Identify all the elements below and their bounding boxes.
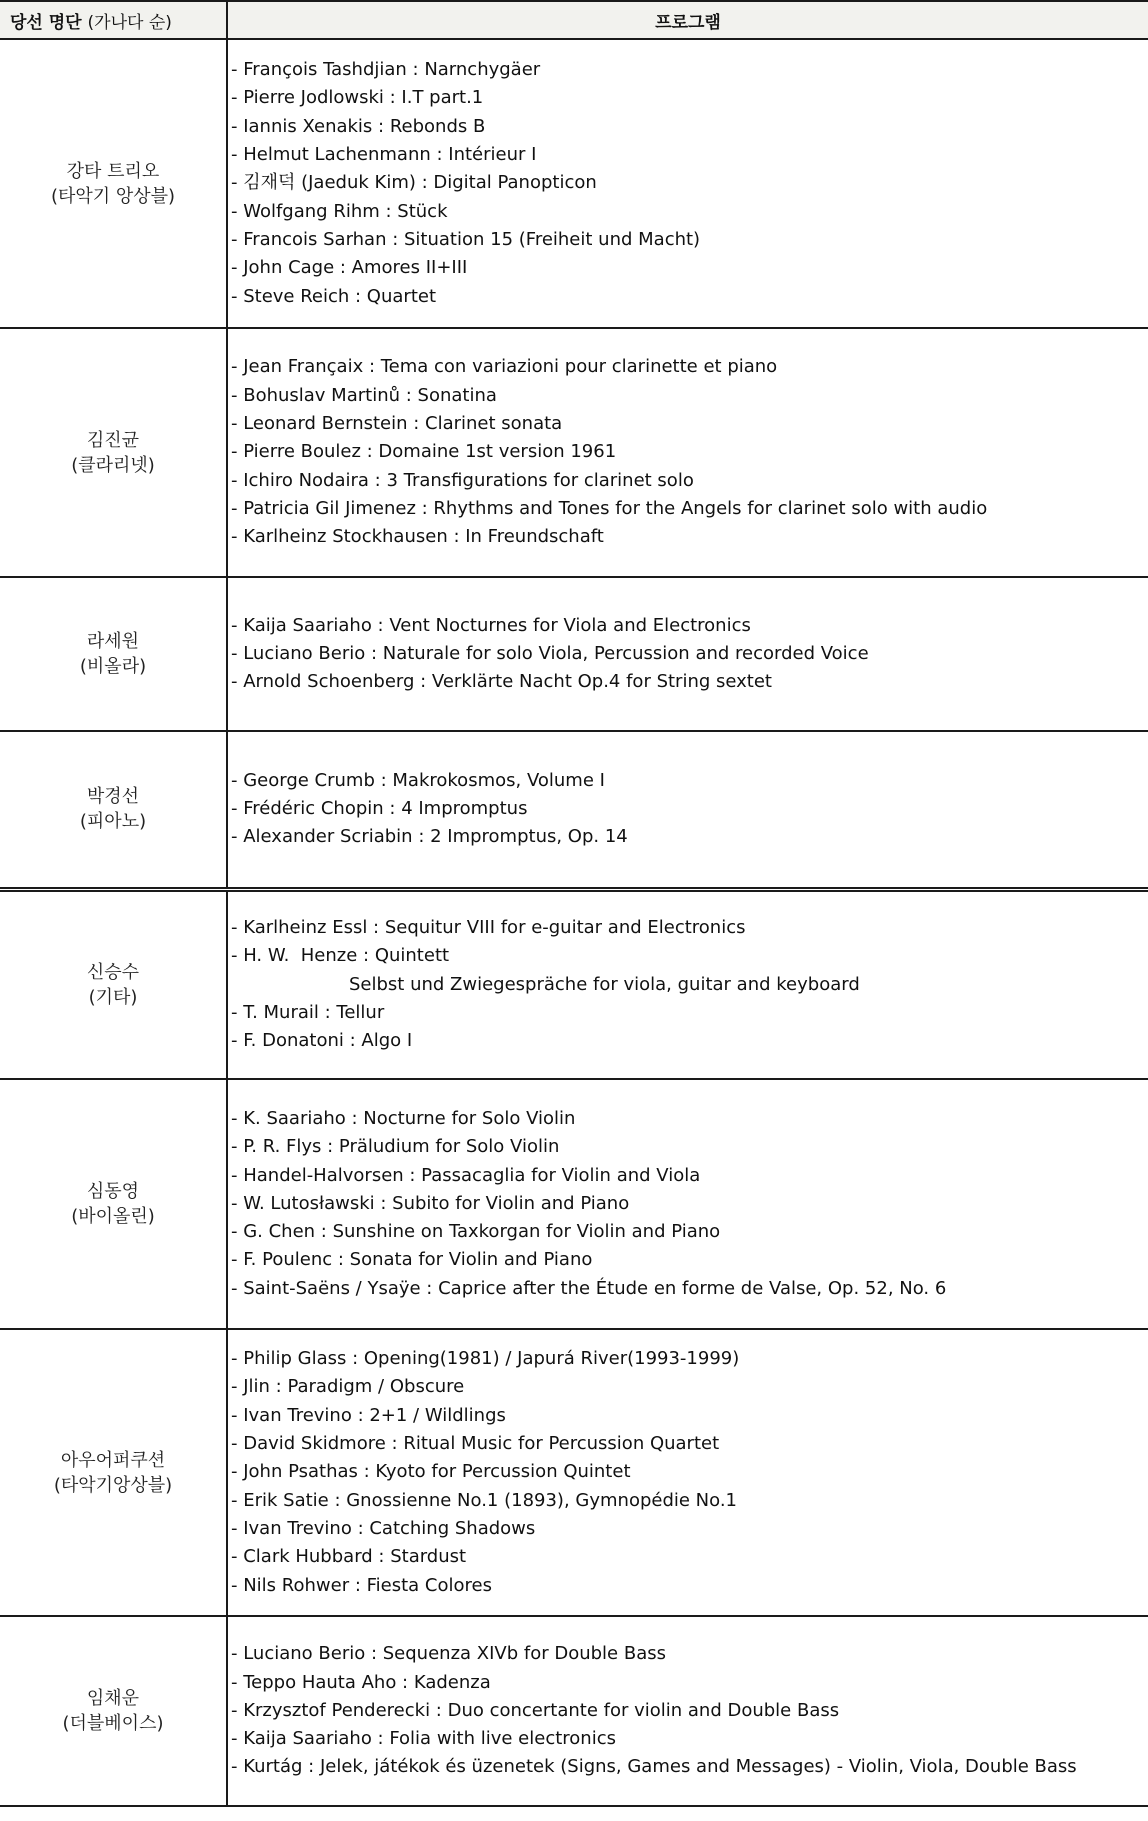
performer-instrument: (기타) [88, 986, 138, 1008]
performer-instrument: (타악기앙상블) [53, 1474, 173, 1496]
program-item: - Luciano Berio : Naturale for solo Viola, Percussion and recorded Voice [231, 642, 869, 664]
program-item: - François Tashdjian : Narnchygäer [231, 59, 541, 81]
performer-name: 신승수 [86, 961, 140, 983]
performer-cell [0, 577, 227, 731]
performer-instrument: (타악기 앙상블) [50, 185, 176, 207]
program-item: - Clark Hubbard : Stardust [231, 1546, 467, 1568]
program-cell [227, 39, 1148, 328]
program-item: - Karlheinz Essl : Sequitur VIII for e-guitar and Electronics [231, 917, 746, 938]
program-item: - Jean Françaix : Tema con variazioni pour clarinette et piano [231, 356, 778, 378]
program-item: - Ivan Trevino : Catching Shadows [231, 1517, 536, 1539]
header-selected-list-label: 당선 명단 [10, 12, 82, 33]
program-item: - Pierre Jodlowski : I.T part.1 [231, 87, 484, 109]
program-item: - Arnold Schoenberg : Verklärte Nacht Op.4 for String sextet [231, 671, 772, 693]
performer-instrument: (클라리넷) [71, 454, 155, 476]
performer-name: 박경선 [86, 786, 140, 808]
program-item: - Saint-Saëns / Ysaÿe : Caprice after the Étude en forme de Valse, Op. 52, No. 6 [231, 1277, 947, 1299]
program-item: - Krzysztof Penderecki : Duo concertante for violin and Double Bass [231, 1699, 840, 1721]
program-item: - Ichiro Nodaira : 3 Transfigurations for clarinet solo [231, 469, 694, 491]
header-program: 프로그램 [227, 1, 1148, 39]
program-item: - John Psathas : Kyoto for Percussion Quintet [231, 1461, 631, 1483]
performer-instrument: (바이올린) [71, 1206, 155, 1227]
program-item: - Leonard Bernstein : Clarinet sonata [231, 413, 563, 435]
header-selected-list [0, 1, 227, 39]
performer-cell [0, 39, 227, 328]
program-item: - Alexander Scriabin : 2 Impromptus, Op. 14 [231, 826, 628, 848]
performer-cell [0, 1079, 227, 1329]
program-item: - W. Lutosławski : Subito for Violin and Piano [231, 1192, 630, 1214]
program-cell [227, 328, 1148, 577]
table-row [0, 39, 1148, 328]
table-row [0, 1329, 1148, 1616]
program-item: - Helmut Lachenmann : Intérieur I [231, 144, 537, 166]
performer-name: 라세원 [86, 631, 140, 652]
program-item: - F. Poulenc : Sonata for Violin and Piano [231, 1249, 593, 1271]
program-cell [227, 1329, 1148, 1616]
program-item: - Pierre Boulez : Domaine 1st version 1961 [231, 441, 617, 463]
program-item: - Kurtág : Jelek, játékok és üzenetek (Signs, Games and Messages) - Violin, Viola, Double Bass [231, 1756, 1077, 1778]
performer-instrument: (더블베이스) [62, 1713, 164, 1734]
program-item: - Steve Reich : Quartet [231, 285, 437, 307]
program-item: - Jlin : Paradigm / Obscure [231, 1376, 465, 1398]
performer-instrument: (피아노) [79, 811, 147, 833]
table-header-row [0, 1, 1148, 39]
program-item: - P. R. Flys : Präludium for Solo Violin [231, 1136, 560, 1158]
performer-cell [0, 889, 227, 1079]
program-item: - John Cage : Amores II+III [231, 257, 468, 279]
program-item-continuation: Selbst und Zwiegespräche for viola, guitar and keyboard [349, 973, 860, 995]
table-row [0, 1616, 1148, 1806]
program-item: - T. Murail : Tellur [231, 1001, 385, 1023]
program-item: - Luciano Berio : Sequenza XIVb for Double Bass [231, 1643, 666, 1665]
program-item: - F. Donatoni : Algo I [231, 1030, 413, 1052]
program-item: - Iannis Xenakis : Rebonds B [231, 115, 486, 137]
table-row [0, 1079, 1148, 1329]
performer-instrument: (비올라) [79, 656, 147, 677]
program-cell [227, 1616, 1148, 1806]
program-item: - Nils Rohwer : Fiesta Colores [231, 1574, 492, 1596]
program-item: - Wolfgang Rihm : Stück [231, 200, 448, 222]
table-row [0, 731, 1148, 889]
program-item: - 김재덕 (Jaeduk Kim) : Digital Panopticon [231, 172, 597, 194]
program-item: - Teppo Hauta Aho : Kadenza [231, 1671, 491, 1693]
performer-name: 아우어퍼쿠션 [60, 1449, 166, 1471]
program-item: - K. Saariaho : Nocturne for Solo Violin [231, 1107, 576, 1129]
program-item: - Philip Glass : Opening(1981) / Japurá River(1993-1999) [231, 1348, 740, 1370]
program-item: - Patricia Gil Jimenez : Rhythms and Tones for the Angels for clarinet solo with audio [231, 497, 988, 519]
performer-cell [0, 731, 227, 889]
program-item: - Kaija Saariaho : Vent Nocturnes for Viola and Electronics [231, 614, 751, 636]
program-item: - Ivan Trevino : 2+1 / Wildlings [231, 1404, 506, 1426]
program-item: - Kaija Saariaho : Folia with live electronics [231, 1728, 616, 1750]
table-row [0, 328, 1148, 577]
performer-name: 심동영 [86, 1181, 140, 1202]
program-item: - David Skidmore : Ritual Music for Percussion Quartet [231, 1433, 720, 1455]
program-item: - Handel-Halvorsen : Passacaglia for Violin and Viola [231, 1164, 701, 1186]
program-cell [227, 889, 1148, 1079]
program-item: - Frédéric Chopin : 4 Impromptus [231, 798, 528, 820]
program-item: - Bohuslav Martinů : Sonatina [231, 384, 497, 406]
performer-name: 강타 트리오 [66, 160, 160, 182]
performer-cell [0, 1329, 227, 1616]
program-item: - G. Chen : Sunshine on Taxkorgan for Violin and Piano [231, 1221, 721, 1243]
program-item: - Karlheinz Stockhausen : In Freundschaft [231, 526, 604, 548]
performer-cell [0, 1616, 227, 1806]
performer-cell [0, 328, 227, 577]
program-item: - George Crumb : Makrokosmos, Volume I [231, 769, 605, 791]
program-cell [227, 577, 1148, 731]
performer-name: 김진균 [86, 429, 140, 451]
table-row [0, 577, 1148, 731]
table-row [0, 889, 1148, 1079]
performer-name: 임채운 [86, 1688, 140, 1709]
header-order-note: (가나다 순) [87, 12, 172, 33]
program-item: - H. W. Henze : Quintett [231, 945, 450, 967]
program-cell [227, 731, 1148, 889]
program-cell [227, 1079, 1148, 1329]
program-item: - Erik Satie : Gnossienne No.1 (1893), Gymnopédie No.1 [231, 1489, 738, 1511]
program-item: - Francois Sarhan : Situation 15 (Freiheit und Macht) [231, 228, 701, 250]
